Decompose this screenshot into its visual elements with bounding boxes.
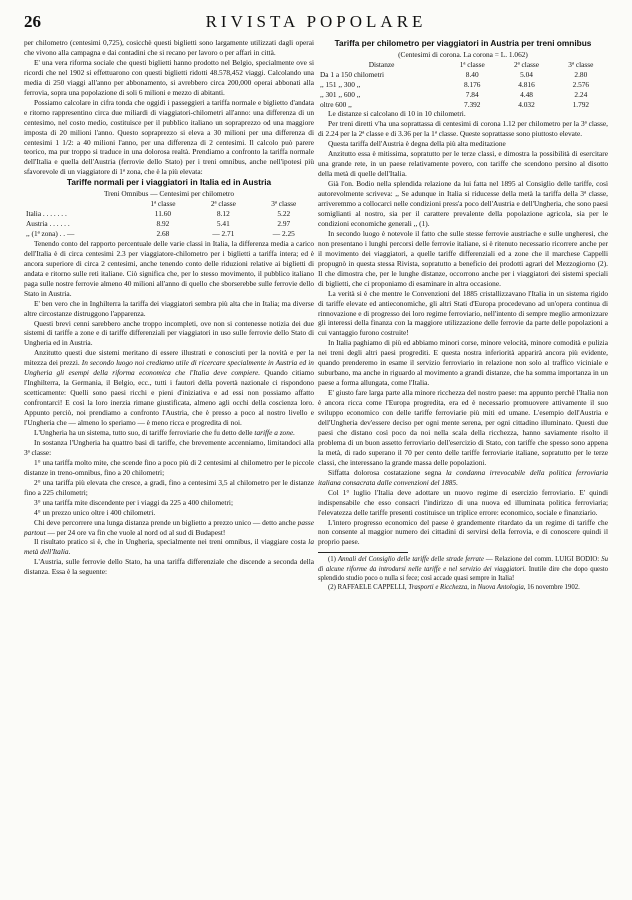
table-cell: Da 1 a 150 chilometri xyxy=(320,69,385,79)
running-title: RIVISTA POPOLARE xyxy=(205,12,427,31)
table-title: Tariffa per chilometro per viaggiatori in Austria per treni omnibus xyxy=(334,38,592,48)
page-header xyxy=(24,10,608,34)
paragraph xyxy=(24,518,314,538)
italic-run: la condanna irrevocabile della politica ferroviaria italiana consacrata dalle convenzioni del 1885. xyxy=(318,467,608,487)
paragraph xyxy=(24,348,314,428)
table-header-row xyxy=(24,199,314,209)
table-cell: 11.60 xyxy=(154,209,172,219)
table-cell: 1.792 xyxy=(572,99,590,109)
table-cell: ,, (1ª zona) . . — xyxy=(26,228,75,238)
table-row xyxy=(318,80,608,90)
tariff-table-italy-austria xyxy=(24,199,314,239)
table-header: 3ª classe xyxy=(568,59,594,69)
paragraph: E' ben vero che in Inghilterra la tariffa dei viaggiatori sembra più alta che in Italia; ma diverse altre circostanze distruggono l'apparenza. xyxy=(24,298,314,318)
paragraph: Questa tariffa dell'Austria è degna della più alta meditazione xyxy=(328,139,506,149)
text-run: (2) RAFFAELE CAPPELLI, xyxy=(328,583,409,591)
paragraph xyxy=(24,537,314,557)
footnote xyxy=(318,555,608,583)
table-cell: 8.92 xyxy=(156,219,170,229)
table-note: Le distanze si calcolano di 10 in 10 chilometri. xyxy=(328,109,466,119)
paragraph: Tenendo conto del rapporto percentuale delle varie classi in Italia, la differenza media a carico dell'Italia è di circa centesimi 2.3 per viaggiatore-chilometro per i biglietti a tariffa intera; ed è ancora superiore di circa 2 centesimi, anche tenendo conto delle riduzioni relative ai biglietti di andata e ritorno sulle reti italiane. Ciò significa che, per lo stesso movimento, il pubblico italiano paga sulle nostre ferrovie almeno 40 milioni all'anno di quello che sborserebbe sulle ferrovie dello Stato in Austria. xyxy=(24,238,314,298)
paragraph: Questi brevi cenni sarebbero anche troppo incompleti, ove non si contenesse notizia dei due sistemi di tariffe a zone e di tariffe differenziali per viaggiatori in uso sulle ferrovie dello Stato di Ungheria ed in Austria. xyxy=(24,318,314,348)
table-cell: 4.816 xyxy=(518,79,535,89)
list-item: 4° un prezzo unico oltre i 400 chilometri. xyxy=(34,507,156,517)
table-header: 1ª classe xyxy=(150,199,176,209)
table-title: Tariffe normali per i viaggiatori in Italia ed in Austria xyxy=(66,177,272,188)
table-cell: oltre 600 ,, xyxy=(320,99,352,109)
page-number: 26 xyxy=(24,12,41,31)
table-cell: 8.40 xyxy=(465,69,479,79)
table-cell: — 2.25 xyxy=(272,228,295,238)
text-run: Siffatta dolorosa costatazione segna xyxy=(328,467,446,477)
table-cell: Italia . . . . . . . xyxy=(26,209,67,219)
list-item: 1° una tariffa molto mite, che scende fino a poco più di 2 centesimi al chilometro per le piccole distanze in treno-omnibus, fino a 20 chilometri; xyxy=(24,457,314,477)
table-cell: 2.68 xyxy=(156,228,170,238)
table-header: 3ª classe xyxy=(271,199,297,209)
table-cell: 4.48 xyxy=(520,89,533,99)
table-header: 2ª classe xyxy=(513,59,540,69)
italic-run: Nuova Antologia xyxy=(477,583,524,591)
table-cell: 5.41 xyxy=(216,219,230,229)
table-subtitle: Treni Omnibus — Centesimi per chilometro xyxy=(103,189,235,199)
paragraph: Già l'on. Bodio nella splendida relazione da lui fatta nel 1895 al Consiglio delle tariffe, così autorevolmente scriveva: ,, Se adunque in Italia si riducesse della metà la tariffa della 3ª classe, arriveremmo a collocarci nelle condizioni press'a poco dell'Austria e dell'Ungheria, che sono paesi somiglianti al nostro, sia per il carattere prevalente della popolazione agricola, sia per le condizioni economiche generali ,, (1). xyxy=(318,179,608,228)
list-item: 2° una tariffa più elevata che cresce, a gradi, fino a centesimi 3,5 al chilometro per le distanze fino a 225 chilometri; xyxy=(24,477,314,497)
italic-run: passe partout xyxy=(24,517,314,537)
table-row xyxy=(318,70,608,80)
italic-run: Su di alcune riforme da introdursi nelle tariffe e nel servizio dei viaggiatori. xyxy=(318,556,608,573)
text-run: — per 24 ore va fin che vuole al nord od al sud di Budapest! xyxy=(45,527,226,537)
text-run: Quando citiamo l'Inghilterra, la Germania, il Belgio, ecc., tutti i fautori della povertà nazionale ci rispondono scetticamente: Quelli sono paesi ricchi e pieni d'iniziativa e ad essi non possiamo affatto confrontarci! E così la loro inerzia rimane giustificata, almeno agli occhi della coscienza loro. Appunto perciò, noi prendiamo a confronto l'Austria, che è presso a poco al nostro livello e l'Ungheria che — almeno lo speriamo — è meno ricca e progredita di noi. xyxy=(24,368,314,428)
paragraph xyxy=(318,468,608,488)
footnote xyxy=(318,583,608,592)
text-run: (1) xyxy=(328,556,338,564)
table-cell: 2.97 xyxy=(277,219,291,229)
table-header xyxy=(24,199,133,209)
left-column xyxy=(24,38,314,577)
text-run: Inutile dire che dopo questo splendido studio poco o nulla si fece; così accade quasi sempre in Italia! xyxy=(318,565,608,582)
paragraph: In secondo luogo è notevole il fatto che sulle stesse ferrovie austriache e sulle ungheresi, che non presentano i lunghi percorsi delle ferrovie italiane, si è ritenuto necessario ricorrere anche per il movimento dei viaggiatori, a quelle tariffe differenziali ed a zone che il marchese Cappelli propugnò in questa stessa Rivista, sopratutto a beneficio dei prodotti agrari del Mezzogiorno (2). Il che dimostra che, per le lunghe distanze, occorrono anche per i viaggiatori dei sistemi speciali di biglietti, che ci proponiamo di esaminare in altra occasione. xyxy=(318,228,608,288)
table-cell: 5.22 xyxy=(277,209,291,219)
text-run: , in xyxy=(467,583,478,591)
table-cell: 7.84 xyxy=(465,89,479,99)
table-header-row xyxy=(318,60,608,70)
italic-run: Annali del Consiglio delle tariffe delle strade ferrate xyxy=(338,556,484,564)
table-cell: 8.12 xyxy=(216,209,230,219)
text-run: , 16 novembre 1902. xyxy=(523,583,580,591)
paragraph: In Italia paghiamo di più ed abbiamo minori corse, minore velocità, minore comodità e pulizia nei treni degli altri paesi progrediti. E questa nostra inferiorità apparirà ancora più evidente, quando prenderemo in esame il servizio ferroviario in relazione non solo al traffico viciniale e suburbano, ma anche in riguardo al movimento a grandi distanze, che ha somma importanza in un paese a forma allungata, come l'Italia. xyxy=(318,338,608,388)
table-header: Distanze xyxy=(368,59,395,69)
text-run: Il risultato pratico si è, che in Ungheria, specialmente nei treni omnibus, il viaggiare costa xyxy=(34,537,309,547)
table-cell: 4.032 xyxy=(518,99,535,109)
italic-run: la metà dell'Italia. xyxy=(24,537,314,557)
paragraph: Possiamo calcolare in cifra tonda che oggidì i passeggieri a tariffa normale e biglietto d'andata e ritorno rappresentino circa due miliardi di viaggiatori-chilometri all'anno: una differenza di un centesimo, nel costo medio, costituisce per il pubblico italiano un sopraprezzo od una maggiore imposta di 20 milioni l'anno. Questo sopraprezzo si eleva a 30 milioni per una differenza di centesimi 1 1/2: a 40 milioni l'anno, per una differenza di 2 centesimi. Il calcolo può parere teorico, ma pur troppo si traduce in una dolorosa realtà. Prendiamo a confronto la tariffa normale dell'Italia e quella dell'Austria (ferrovie dello Stato) per i treni omnibus, anche nell'ipotesi più sfavorevole di un viaggiatore di 1ª zona, che è la più elevata: xyxy=(24,97,314,177)
table-cell: Austria . . . . . . xyxy=(26,219,70,229)
table-cell: 8.176 xyxy=(463,79,481,89)
table-subtitle: (Centesimi di corona. La corona = L. 1.062) xyxy=(398,49,528,59)
table-cell: ,, 301 ,, 600 ,, xyxy=(320,89,361,99)
paragraph: per chilometro (centesimi 0,725), cosicchè questi biglietti sono largamente utilizzati dagli operai che vivono alla campagna e dai contadini che si recano per lavoro o per affari in città. xyxy=(24,38,314,57)
text-run: Anzitutto questi due sistemi meritano di essere illustrati e conosciuti per la novità e per la mitezza dei prezzi. xyxy=(24,348,314,368)
text-run: Chi deve percorrere una lunga distanza prende un biglietto a prezzo unico — detto anche xyxy=(34,517,298,527)
table-row xyxy=(318,100,608,110)
list-item: 3° una tariffa mite discendente per i viaggi da 225 a 400 chilometri; xyxy=(34,497,233,507)
text-run: — Relazione del comm. LUIGI BODIO: xyxy=(483,556,602,564)
table-cell: 2.576 xyxy=(572,79,590,89)
table-cell: 5.04 xyxy=(520,69,533,79)
italic-run: Trasporti e Ricchezza xyxy=(408,583,468,591)
paragraph: L'intero progresso economico del paese è grandemente ritardato da un regime di tariffe che non consente al maggior numero dei cittadini di servirsi della ferrovia, e di conoscere quindi il proprio paese. xyxy=(318,517,608,547)
table-row xyxy=(318,90,608,100)
italic-run: In secondo luogo noi crediamo utile di ricercare specialmente in Austria ed in Ungheria gli esempi della riforma economica che l'Italia deve compiere. xyxy=(24,358,314,378)
italic-run: tariffe a zone. xyxy=(254,427,295,437)
paragraph: La verità si è che mentre le Convenzioni del 1885 cristallizzavano l'Italia in un sistema rigido di tariffe elevate ed antieconomiche, gli altri Stati d'Europa procedevano ad un'opera continua di rinnovazione e di progresso dei loro regime ferroviario, nell'intento di sempre meglio armonizzare gli interessi della finanza con la maggiore utilizzazione delle ferrovie da parte delle popolazioni a cui vantaggio furono costruite! xyxy=(318,288,608,338)
table-cell: 2.80 xyxy=(574,69,588,79)
text-run: L'Ungheria ha un sistema, tutto suo, di tariffe ferroviarie che fu detto delle xyxy=(34,427,255,437)
table-note: Per treni diretti v'ha una soprattassa di centesimi di corona 1.12 per chilometro per la 3ª classe, di 2.24 per la 2ª classe e di 3.36 per la 1ª classe. Queste soprattasse sono piuttosto elevate. xyxy=(318,119,608,139)
table-header: 2ª classe xyxy=(210,199,236,209)
paragraph: Anzitutto essa è mitissima, sopratutto per le terze classi, e dimostra la possibilità di esercitare una grande rete, in un paese relativamente povero, con tariffe che scendono persino al disotto della metà di quelle dell'Italia. xyxy=(318,149,608,179)
paragraph: E' una vera riforma sociale che questi biglietti hanno prodotto nel Belgio, specialmente ove si ricordi che nel 1902 si effettuarono con questi biglietti ridotti 48.578,452 viaggi. Calcolando una media di 250 viaggi all'anno per abbonamento, si avrebbero circa 200,000 operai abbonati alla ferrovia, sopra una popolazione di soli 6 milioni e mezzo di abitanti. xyxy=(24,57,314,97)
right-column xyxy=(318,38,608,592)
table-cell: — 2.71 xyxy=(212,228,235,238)
paragraph: E' giusto fare larga parte alla minore ricchezza del nostro paese: ma appunto perchè l'Italia non è ancora ricca come l'Europa progredita, era ed è necessario promuovere attivamente il suo sviluppo economico con delle tariffe ferroviarie più miti ed umane. L'esempio dell'Austria e dell'Ungheria dev'essere deciso per ogni mente serena, per ogni cittadino illuminato. Questi due paesi che distano così poco da noi nella scala della ricchezza, hanno saviamente risolto il problema di un buon assetto ferroviario dell'esercizio di Stato, con tariffe che spesso sono appena la metà, di rado superano il 70 per cento delle tariffe ferroviarie italiane, sopratutto per le terze classi, che interessano la grande massa delle popolazioni. xyxy=(318,388,608,467)
table-row xyxy=(24,209,314,219)
paragraph: In sostanza l'Ungheria ha quattro basi di tariffe, che brevemente accenniamo, limitandoci alla 3ª classe: xyxy=(24,437,314,457)
table-cell: ,, 151 ,, 300 ,, xyxy=(320,79,361,89)
tariff-table-austria xyxy=(318,60,608,110)
paragraph: L'Austria, sulle ferrovie dello Stato, ha una tariffa differenziale che discende a seconda della distanza. Essa è la seguente: xyxy=(24,557,314,577)
table-cell: 2.24 xyxy=(574,89,588,99)
table-row xyxy=(24,219,314,229)
paragraph xyxy=(24,428,314,438)
paragraph: Col 1° luglio l'Italia deve adottare un nuovo regime di esercizio ferroviario. E' quindi indispensabile che esso consacri l'indirizzo di una nuova ed illuminata politica ferroviaria; l'elevatezza delle tariffe presenti costituisce un triplice errore: economico, sociale e finanziario. xyxy=(318,487,608,517)
footnote-divider xyxy=(318,552,408,553)
table-header: 1ª classe xyxy=(459,59,485,69)
table-cell: 7.392 xyxy=(463,99,481,109)
table-row xyxy=(24,229,314,239)
